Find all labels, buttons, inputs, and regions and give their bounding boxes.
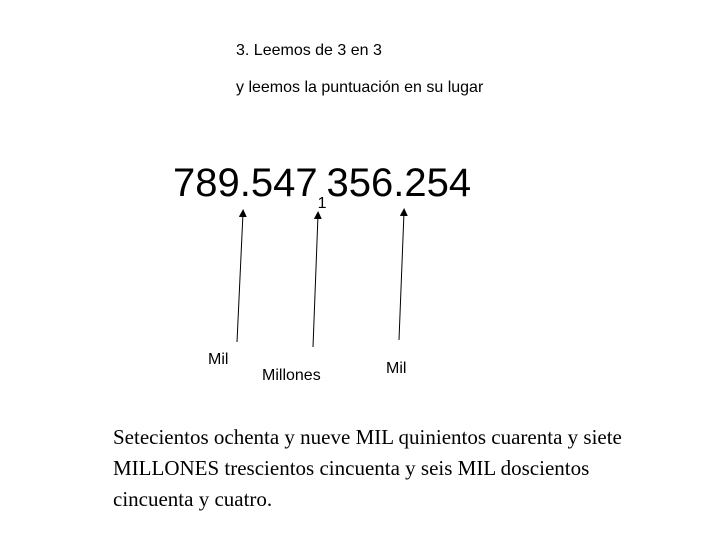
label-mil-right: Mil <box>386 360 407 377</box>
label-millones: Millones <box>262 367 321 384</box>
label-mil-left: Mil <box>208 351 229 368</box>
arrow-mil-right <box>399 212 404 340</box>
big-number <box>173 159 471 216</box>
number-part-2: 356.254 <box>326 161 472 205</box>
heading-line-2: y leemos la puntuación en su lugar <box>236 79 484 96</box>
heading-line-1: 3. Leemos de 3 en 3 <box>236 42 382 59</box>
number-subscript: 1 <box>317 195 327 212</box>
arrow-millones <box>313 215 318 347</box>
arrow-mil-left <box>237 213 243 342</box>
explanation-text: Setecientos ochenta y nueve MIL quinientos cuarenta y siete MILLONES trescientos cincuenta y seis MIL doscientos cincuenta y cuatro. <box>113 425 622 511</box>
number-part-1: 789.547 <box>173 161 318 205</box>
